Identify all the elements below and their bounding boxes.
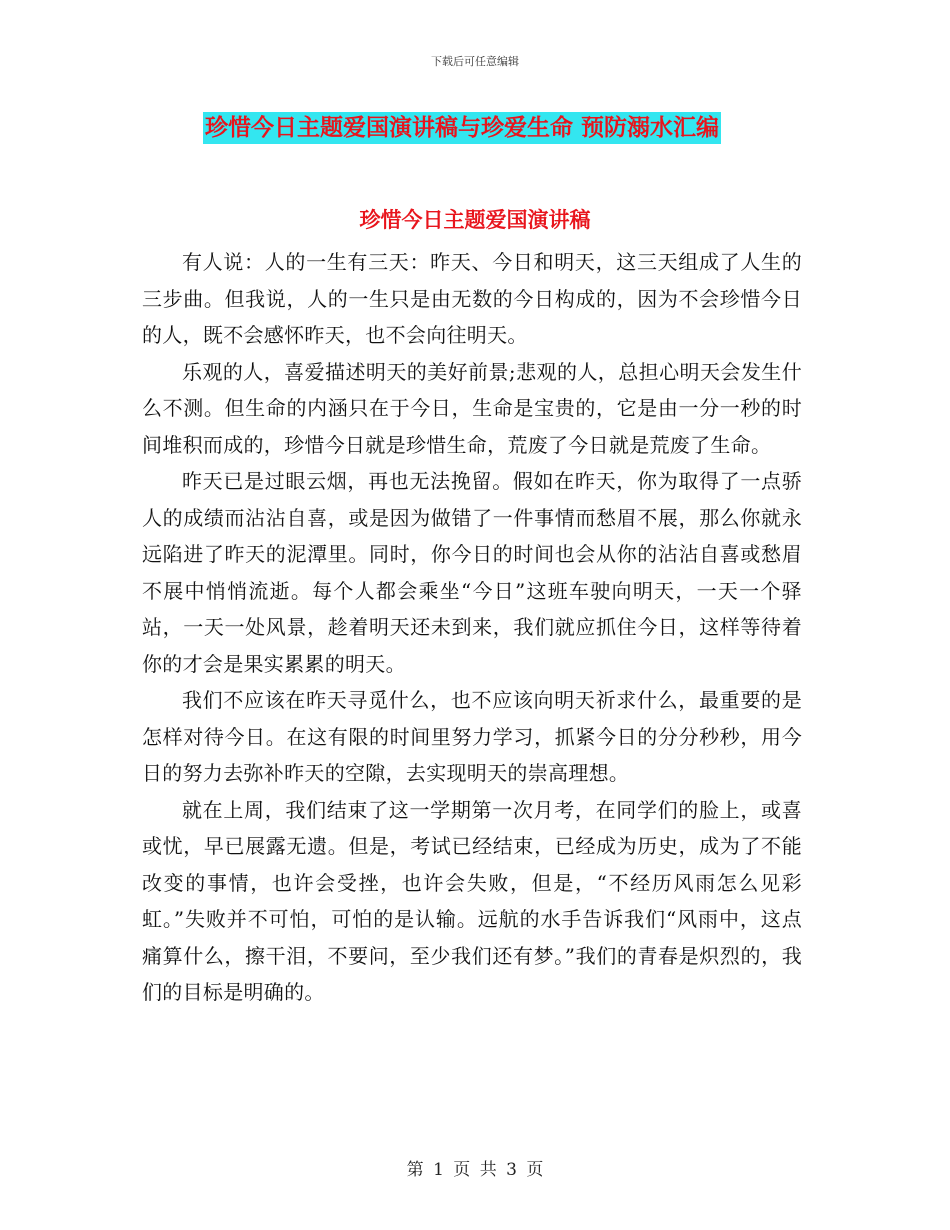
paragraph-5: 就在上周，我们结束了这一学期第一次月考，在同学们的脸上，或喜或忧，早已展露无遗。但是，考试已经结束，已经成为历史，成为了不能改变的事情，也许会受挫，也许会失败，但是，“不经历风雨怎么见彩虹。”失败并不可怕，可怕的是认输。远航的水手告诉我们“风雨中，这点痛算什么，擦干泪，不要问，至少我们还有梦。”我们的青春是炽烈的，我们的目标是明确的。 — [142, 797, 802, 1004]
page-number-footer: 第 1 页 共 3 页 — [406, 1160, 544, 1180]
paragraph-4: 我们不应该在昨天寻觅什么，也不应该向明天祈求什么，最重要的是怎样对待今日。在这有限的时间里努力学习，抓紧今日的分分秒秒，用今日的努力去弥补昨天的空隙，去实现明天的崇高理想。 — [142, 688, 802, 785]
section-title: 珍惜今日主题爱国演讲稿 — [359, 208, 591, 232]
document-main-title: 珍惜今日主题爱国演讲稿与珍爱生命 预防溺水汇编 — [203, 112, 721, 144]
page-header-note: 下载后可任意编辑 — [431, 55, 519, 68]
paragraph-1: 有人说：人的一生有三天：昨天、今日和明天，这三天组成了人生的三步曲。但我说，人的一生只是由无数的今日构成的，因为不会珍惜今日的人，既不会感怀昨天，也不会向往明天。 — [142, 250, 802, 347]
paragraph-3: 昨天已是过眼云烟，再也无法挽留。假如在昨天，你为取得了一点骄人的成绩而沾沾自喜，或是因为做错了一件事情而愁眉不展，那么你就永远陷进了昨天的泥潭里。同时，你今日的时间也会从你的沾沾自喜或愁眉不展中悄悄流逝。每个人都会乘坐“今日”这班车驶向明天，一天一个驿站，一天一处风景，趁着明天还未到来，我们就应抓住今日，这样等待着你的才会是果实累累的明天。 — [142, 469, 802, 676]
paragraph-2: 乐观的人，喜爱描述明天的美好前景;悲观的人，总担心明天会发生什么不测。但生命的内涵只在于今日，生命是宝贵的，它是由一分一秒的时间堆积而成的，珍惜今日就是珍惜生命，荒废了今日就是荒废了生命。 — [142, 359, 802, 457]
speech-body — [142, 244, 802, 1011]
